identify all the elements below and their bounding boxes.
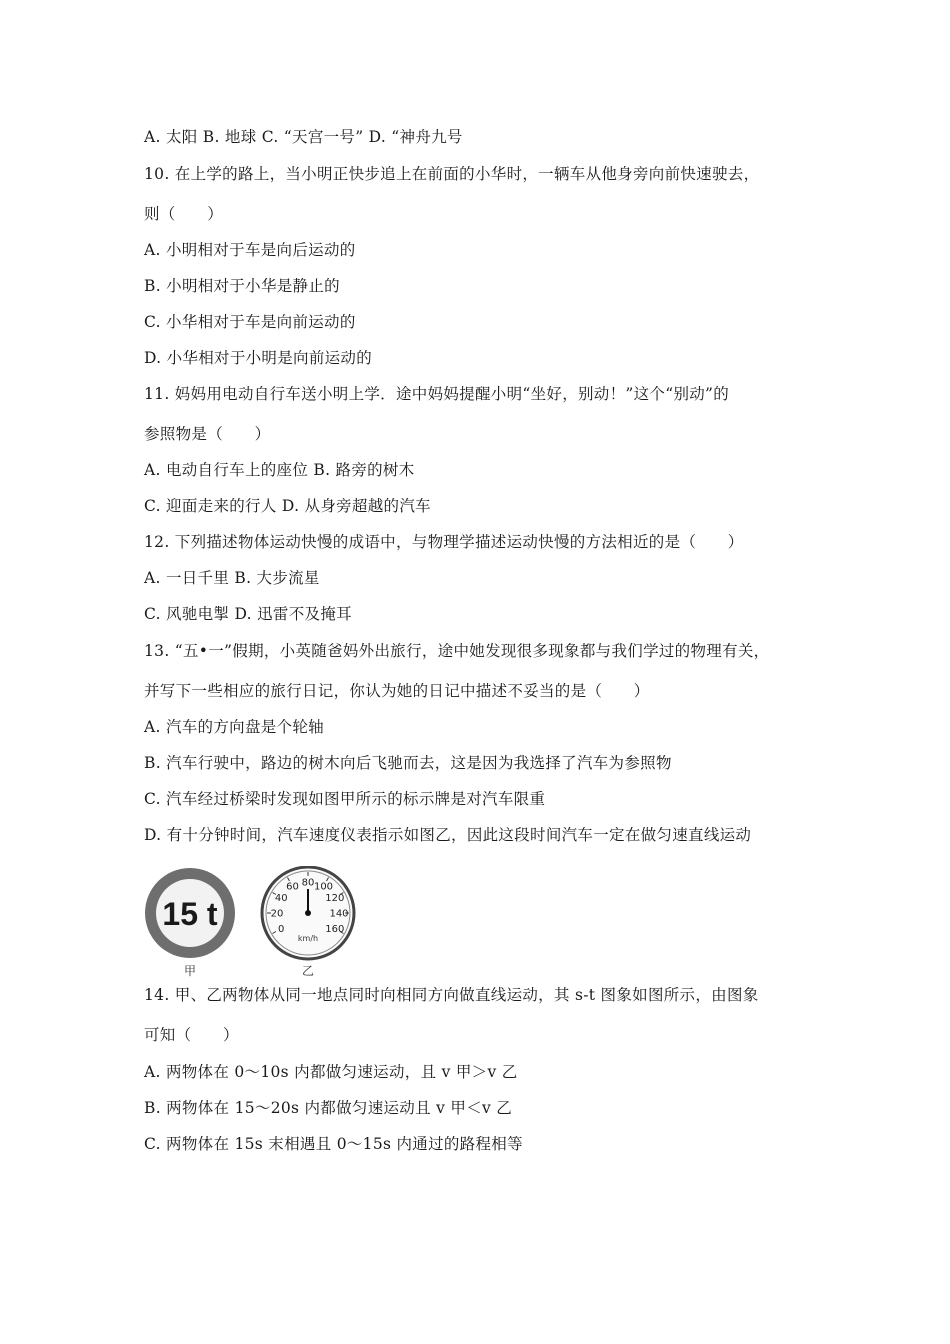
weight-limit-sign	[145, 868, 235, 958]
q12-stem: 12. 下列描述物体运动快慢的成语中，与物理学描述运动快慢的方法相近的是（ ）	[144, 533, 744, 551]
q11-options-ab: A. 电动自行车上的座位 B. 路旁的树木	[144, 461, 415, 479]
speedometer-tick-label: 100	[313, 881, 334, 893]
q12-options-ab: A. 一日千里 B. 大步流星	[144, 569, 320, 587]
speedometer-hub	[305, 910, 311, 916]
q10-option-d: D. 小华相对于小明是向前运动的	[144, 349, 373, 367]
q10-stem-line1: 10. 在上学的路上，当小明正快步追上在前面的小华时，一辆车从他身旁向前快速驶去，	[144, 165, 760, 183]
speedometer-tick-label: 20	[270, 908, 284, 920]
q13-option-a: A. 汽车的方向盘是个轮轴	[144, 718, 324, 736]
q12-options-cd: C. 风驰电掣 D. 迅雷不及掩耳	[144, 605, 352, 623]
q10-option-b: B. 小明相对于小华是静止的	[144, 277, 340, 295]
q14-option-c: C. 两物体在 15s 末相遇且 0～15s 内通过的路程相等	[144, 1135, 523, 1153]
q13-option-b: B. 汽车行驶中，路边的树木向后飞驰而去，这是因为我选择了汽车为参照物	[144, 754, 672, 772]
q10-option-a: A. 小明相对于车是向后运动的	[144, 241, 356, 259]
speedometer-tick-label: 0	[278, 924, 285, 935]
speedometer-gauge	[262, 867, 354, 959]
q11-stem-line2: 参照物是（ ）	[144, 425, 271, 443]
q9-options: A. 太阳 B. 地球 C. “天宫一号” D. “神舟九号	[144, 128, 463, 146]
q13-figures	[144, 866, 364, 978]
q11-stem-line1: 11. 妈妈用电动自行车送小明上学．途中妈妈提醒小明“坐好，别动！”这个“别动”的	[144, 385, 730, 403]
speedometer-tick-label: 80	[301, 877, 315, 889]
q14-stem-line1: 14. 甲、乙两物体从同一地点同时向相同方向做直线运动，其 s-t 图象如图所示，由图象	[144, 986, 759, 1004]
q10-stem-line2: 则（ ）	[144, 205, 224, 223]
figure-caption-jia: 甲	[184, 964, 197, 978]
speedometer-tick-label: 140	[329, 908, 349, 920]
q11-options-cd: C. 迎面走来的行人 D. 从身旁超越的汽车	[144, 497, 431, 515]
q14-option-b: B. 两物体在 15～20s 内都做匀速运动且 v 甲＜v 乙	[144, 1099, 513, 1117]
q13-option-c: C. 汽车经过桥梁时发现如图甲所示的标示牌是对汽车限重	[144, 790, 546, 808]
q13-option-d: D. 有十分钟时间，汽车速度仪表指示如图乙，因此这段时间汽车一定在做匀速直线运动	[144, 826, 752, 844]
figure-svg	[144, 866, 364, 966]
q14-stem-line2: 可知（ ）	[144, 1026, 239, 1044]
speedometer-tick-label: 40	[274, 893, 288, 904]
q13-stem-line1: 13. “五•一”假期，小英随爸妈外出旅行，途中她发现很多现象都与我们学过的物理有关，	[144, 642, 770, 660]
q10-option-c: C. 小华相对于车是向前运动的	[144, 313, 356, 331]
figure-caption-yi: 乙	[302, 964, 315, 978]
sign-text: 15 t	[162, 896, 218, 932]
q14-option-a: A. 两物体在 0～10s 内都做匀速运动，且 v 甲＞v 乙	[144, 1063, 518, 1081]
speedometer-tick-label: 60	[286, 881, 299, 893]
speedometer-tick-label: 120	[325, 893, 345, 904]
q13-stem-line2: 并写下一些相应的旅行日记，你认为她的日记中描述不妥当的是（ ）	[144, 682, 650, 700]
speedometer-unit: km/h	[297, 934, 319, 943]
speedometer-tick-label: 160	[325, 924, 345, 935]
